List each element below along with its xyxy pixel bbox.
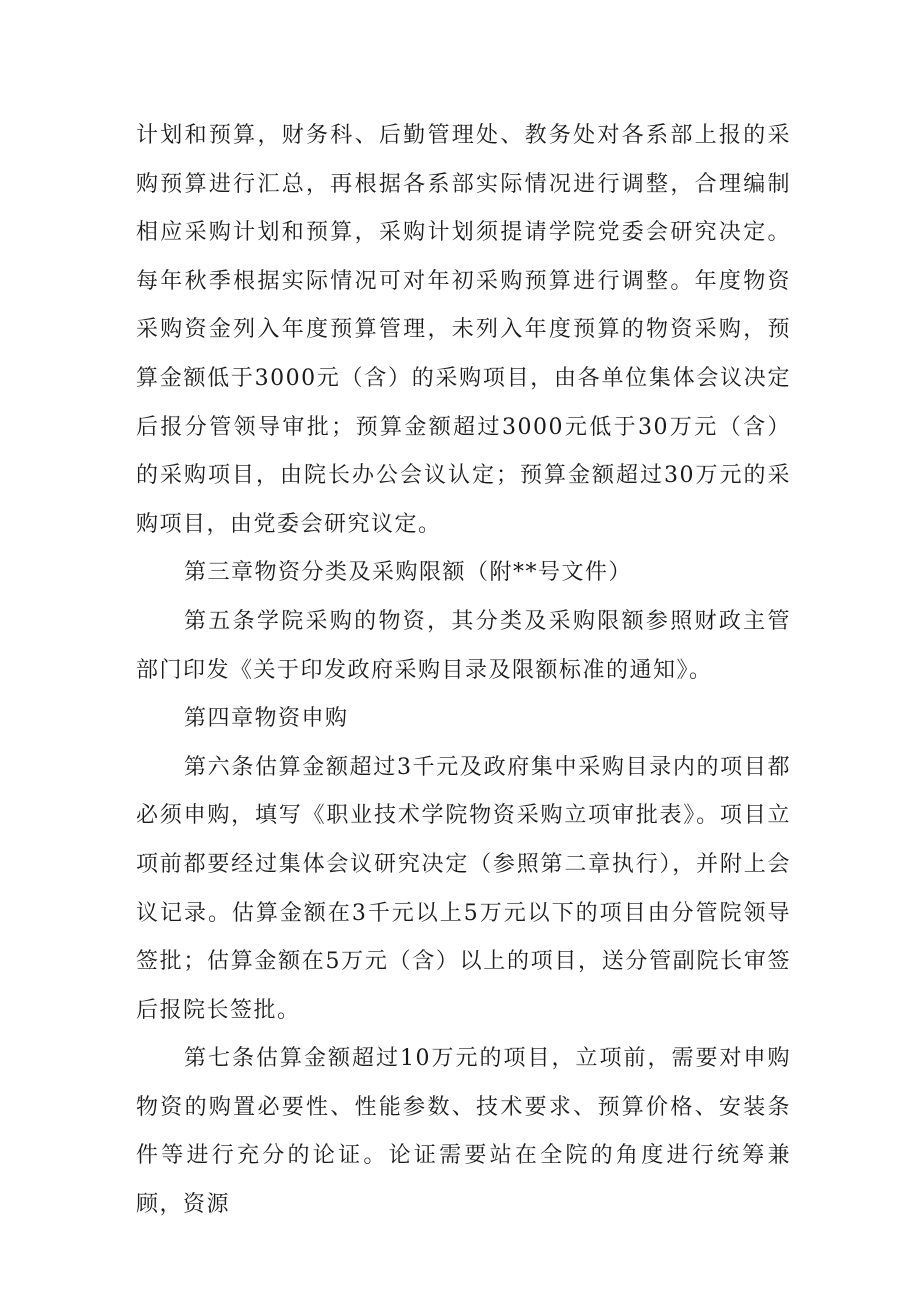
document-body	[136, 112, 791, 1230]
article-6: 第六条估算金额超过3千元及政府集中采购目录内的项目都必须申购，填写《职业技术学院物资采购立项审批表》。项目立项前都要经过集体会议研究决定（参照第二章执行），并附上会议记录。估算金额在3千元以上5万元以下的项目由分管院领导签批；估算金额在5万元（含）以上的项目，送分管副院长审签后报院长签批。	[136, 754, 791, 1023]
article-7: 第七条估算金额超过10万元的项目，立项前，需要对申购物资的购置必要性、性能参数、技术要求、预算价格、安装条件等进行充分的论证。论证需要站在全院的角度进行统筹兼顾，资源	[136, 1046, 791, 1218]
chapter-heading-3: 第三章物资分类及采购限额（附**号文件）	[184, 560, 633, 586]
article-5: 第五条学院采购的物资，其分类及采购限额参照财政主管部门印发《关于印发政府采购目录及限额标准的通知》。	[136, 608, 791, 683]
paragraph-procurement-budget: 计划和预算，财务科、后勤管理处、教务处对各系部上报的采购预算进行汇总，再根据各系部实际情况进行调整，合理编制相应采购计划和预算，采购计划须提请学院党委会研究决定。每年秋季根据实际情况可对年初采购预算进行调整。年度物资采购资金列入年度预算管理，未列入年度预算的物资采购，预算金额低于3000元（含）的采购项目，由各单位集体会议决定后报分管领导审批；预算金额超过3000元低于30万元（含）的采购项目，由院长办公会议认定；预算金额超过30万元的采购项目，由党委会研究议定。	[136, 123, 791, 537]
chapter-heading-4: 第四章物资申购	[184, 706, 349, 732]
